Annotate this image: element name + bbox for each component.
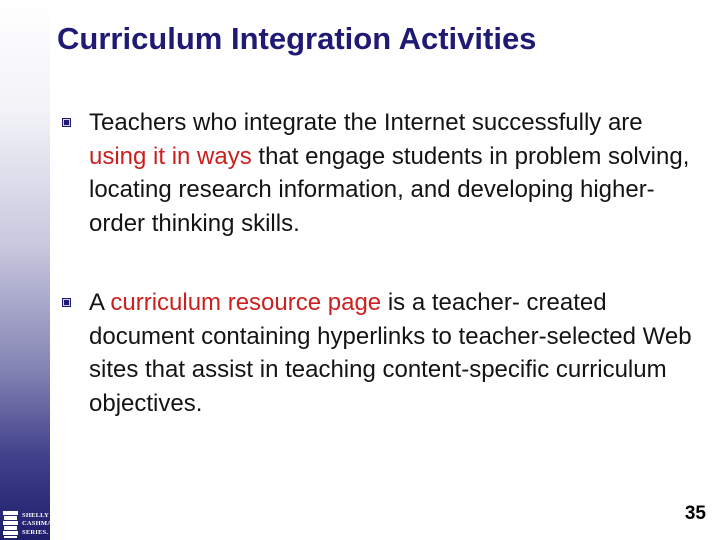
page-number: 35	[684, 503, 706, 524]
bullet-text-plain: that engage students in problem solving, locating research information, and developing higher- order thinking skills.	[89, 142, 690, 237]
logo-line-3: SERIES.	[22, 528, 49, 536]
bullet-text-highlight: using it in ways	[89, 142, 252, 170]
bullet-text-plain: is a teacher- created document containing hyperlinks to teacher-selected Web sites that assist in teaching content-specific curriculum objectives.	[89, 289, 692, 417]
logo-text	[22, 512, 57, 537]
logo-line-1: SHELLY	[22, 512, 49, 519]
left-gradient-bar	[0, 0, 50, 540]
slide-title: Curriculum Integration Activities	[57, 21, 537, 56]
bullet-item-2	[62, 286, 702, 420]
bullet-item-1	[62, 106, 702, 240]
publisher-logo	[0, 509, 57, 540]
bullet-text-plain: Teachers who integrate the Internet successfully are	[89, 109, 643, 136]
bullet-text	[89, 286, 702, 420]
square-bullet-icon	[62, 118, 71, 127]
bullet-text-highlight: curriculum resource page	[110, 289, 382, 316]
bullet-text	[89, 106, 702, 240]
logo-line-2: CASHMAN	[22, 520, 57, 528]
bullet-text-plain: A	[89, 289, 111, 316]
square-bullet-icon	[62, 298, 71, 307]
books-logo-icon	[3, 511, 18, 538]
